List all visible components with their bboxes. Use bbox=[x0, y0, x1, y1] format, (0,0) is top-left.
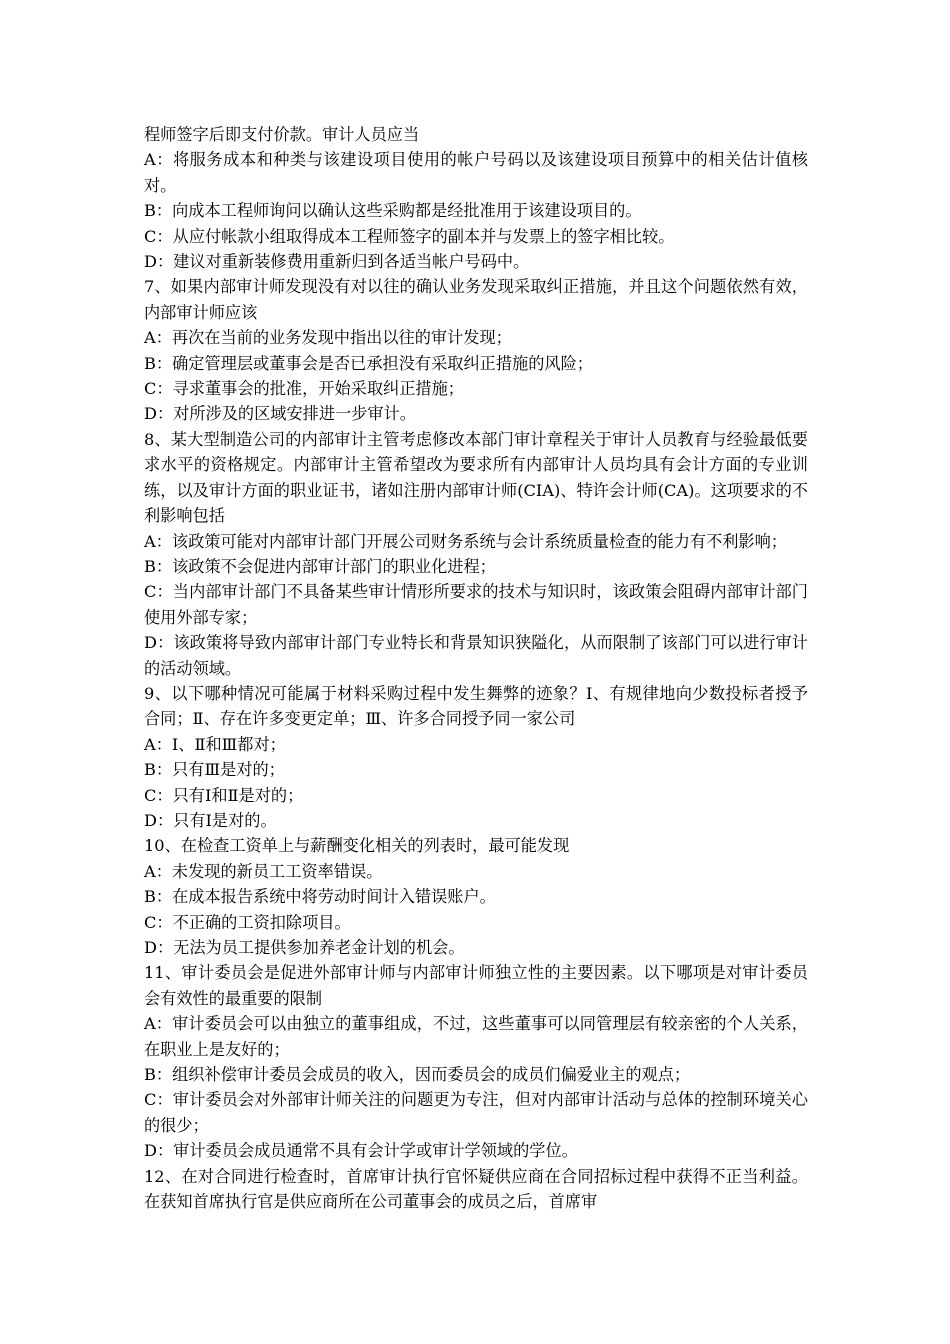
option-c: C：只有Ⅰ和Ⅱ是对的； bbox=[144, 785, 304, 805]
option-d: D：审计委员会成员通常不具有会计学或审计学领域的学位。 bbox=[144, 1141, 578, 1161]
option-c: C：审计委员会对外部审计师关注的问题更为专注，但对内部审计活动与总体的控制环境关心的很少； bbox=[144, 1090, 808, 1135]
option-c: C：当内部审计部门不具备某些审计情形所要求的技术与知识时，该政策会阻碍内部审计部门使用外部专家； bbox=[144, 582, 808, 627]
option-a: A：将服务成本和种类与该建设项目使用的帐户号码以及该建设项目预算中的相关估计值核对。 bbox=[144, 150, 808, 195]
option-d: D：只有Ⅰ是对的。 bbox=[144, 810, 277, 830]
option-c: C：从应付帐款小组取得成本工程师签字的副本并与发票上的签字相比较。 bbox=[144, 226, 675, 246]
option-b: B：只有Ⅲ是对的； bbox=[144, 760, 285, 780]
question-7: 7、如果内部审计师发现没有对以往的确认业务发现采取纠正措施，并且这个问题依然有效，内部审计师应该 bbox=[144, 277, 808, 322]
question-9: 9、以下哪种情况可能属于材料采购过程中发生舞弊的迹象？Ⅰ、有规律地向少数投标者授予合同；Ⅱ、存在许多变更定单；Ⅲ、许多合同授予同一家公司 bbox=[144, 683, 808, 729]
option-a: A：审计委员会可以由独立的董事组成，不过，这些董事可以同管理层有较亲密的个人关系，在职业上是友好的； bbox=[144, 1014, 808, 1059]
document-page bbox=[144, 122, 808, 1214]
question-12: 12、在对合同进行检查时，首席审计执行官怀疑供应商在合同招标过程中获得不正当利益。在获知首席执行官是供应商所在公司董事会的成员之后，首席审 bbox=[144, 1166, 808, 1212]
option-a: A：再次在当前的业务发现中指出以往的审计发现； bbox=[144, 328, 512, 348]
option-a: A：Ⅰ、Ⅱ和Ⅲ都对； bbox=[144, 734, 286, 754]
option-d: D：该政策将导致内部审计部门专业特长和背景知识狭隘化，从而限制了该部门可以进行审计的活动领域。 bbox=[144, 633, 808, 678]
option-b: B：组织补偿审计委员会成员的收入，因而委员会的成员们偏爱业主的观点； bbox=[144, 1065, 691, 1085]
text-paragraph: 程师签字后即支付价款。审计人员应当 bbox=[144, 125, 420, 144]
option-c: C：不正确的工资扣除项目。 bbox=[144, 912, 351, 932]
option-b: B：在成本报告系统中将劳动时间计入错误账户。 bbox=[144, 887, 496, 907]
option-a: A：该政策可能对内部审计部门开展公司财务系统与会计系统质量检查的能力有不利影响； bbox=[144, 531, 787, 551]
option-a: A：未发现的新员工工资率错误。 bbox=[144, 861, 383, 881]
option-b: B：该政策不会促进内部审计部门的职业化进程； bbox=[144, 556, 496, 576]
option-b: B：向成本工程师询问以确认这些采购都是经批准用于该建设项目的。 bbox=[144, 201, 642, 221]
option-d: D：建议对重新装修费用重新归到各适当帐户号码中。 bbox=[144, 252, 530, 272]
question-11: 11、审计委员会是促进外部审计师与内部审计师独立性的主要因素。以下哪项是对审计委员会有效性的最重要的限制 bbox=[144, 963, 808, 1008]
option-d: D：对所涉及的区域安排进一步审计。 bbox=[144, 404, 416, 424]
option-c: C：寻求董事会的批准，开始采取纠正措施； bbox=[144, 379, 464, 399]
question-10: 10、在检查工资单上与薪酬变化相关的列表时，最可能发现 bbox=[144, 836, 570, 856]
option-d: D：无法为员工提供参加养老金计划的机会。 bbox=[144, 938, 465, 957]
question-8: 8、某大型制造公司的内部审计主管考虑修改本部门审计章程关于审计人员教育与经验最低要求水平的资格规定。内部审计主管希望改为要求所有内部审计人员均具有会计方面的专业训练，以及审计方面的职业证书，诸如注册内部审计师(CIA)、特许会计师(CA)。这项要求的不利影响包括 bbox=[144, 429, 808, 526]
option-b: B：确定管理层或董事会是否已承担没有采取纠正措施的风险； bbox=[144, 353, 593, 373]
